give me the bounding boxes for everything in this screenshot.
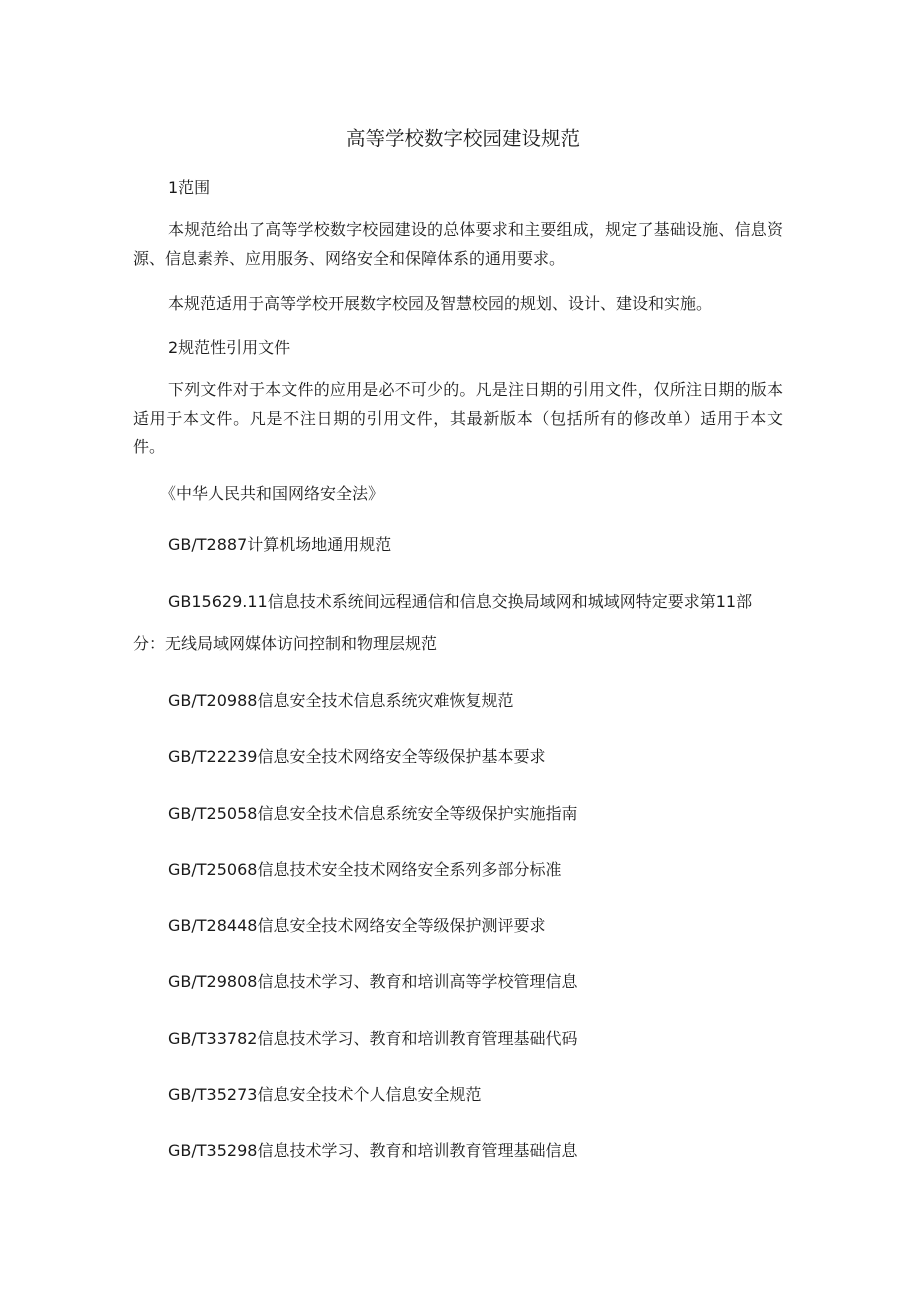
normative-references-paragraph: 下列文件对于本文件的应用是必不可少的。凡是注日期的引用文件，仅所注日期的版本适用于本文件。凡是不注日期的引用文件，其最新版本（包括所有的修改单）适用于本文件。: [133, 380, 783, 456]
reference-gbt2887: GB/T2887计算机场地通用规范: [168, 535, 392, 554]
reference-gbt28448: GB/T28448信息安全技术网络安全等级保护测评要求: [168, 916, 546, 935]
reference-gb15629-line-1: GB15629.11信息技术系统间远程通信和信息交换局域网和城域网特定要求第11部: [168, 592, 753, 611]
reference-gbt29808: GB/T29808信息技术学习、教育和培训高等学校管理信息: [168, 972, 578, 991]
scope-paragraph-1: 本规范给出了高等学校数字校园建设的总体要求和主要组成，规定了基础设施、信息资源、信息素养、应用服务、网络安全和保障体系的通用要求。: [133, 220, 783, 268]
reference-gbt25068: GB/T25068信息技术安全技术网络安全系列多部分标准: [168, 860, 562, 879]
reference-gbt35273: GB/T35273信息安全技术个人信息安全规范: [168, 1085, 482, 1104]
reference-gb15629-line-2: 分：无线局域网媒体访问控制和物理层规范: [133, 634, 438, 653]
scope-paragraph-2: 本规范适用于高等学校开展数字校园及智慧校园的规划、设计、建设和实施。: [168, 294, 713, 313]
reference-gbt20988: GB/T20988信息安全技术信息系统灾难恢复规范: [168, 691, 514, 710]
document-title: 高等学校数字校园建设规范: [345, 127, 580, 150]
reference-gbt25058: GB/T25058信息安全技术信息系统安全等级保护实施指南: [168, 804, 578, 823]
reference-gbt35298: GB/T35298信息技术学习、教育和培训教育管理基础信息: [168, 1141, 578, 1160]
reference-cybersecurity-law: 《中华人民共和国网络安全法》: [160, 484, 385, 503]
reference-gbt33782: GB/T33782信息技术学习、教育和培训教育管理基础代码: [168, 1029, 578, 1048]
section-heading-normative-references: 2规范性引用文件: [168, 338, 291, 357]
section-heading-scope: 1范围: [168, 178, 211, 197]
reference-gbt22239: GB/T22239信息安全技术网络安全等级保护基本要求: [168, 747, 546, 766]
